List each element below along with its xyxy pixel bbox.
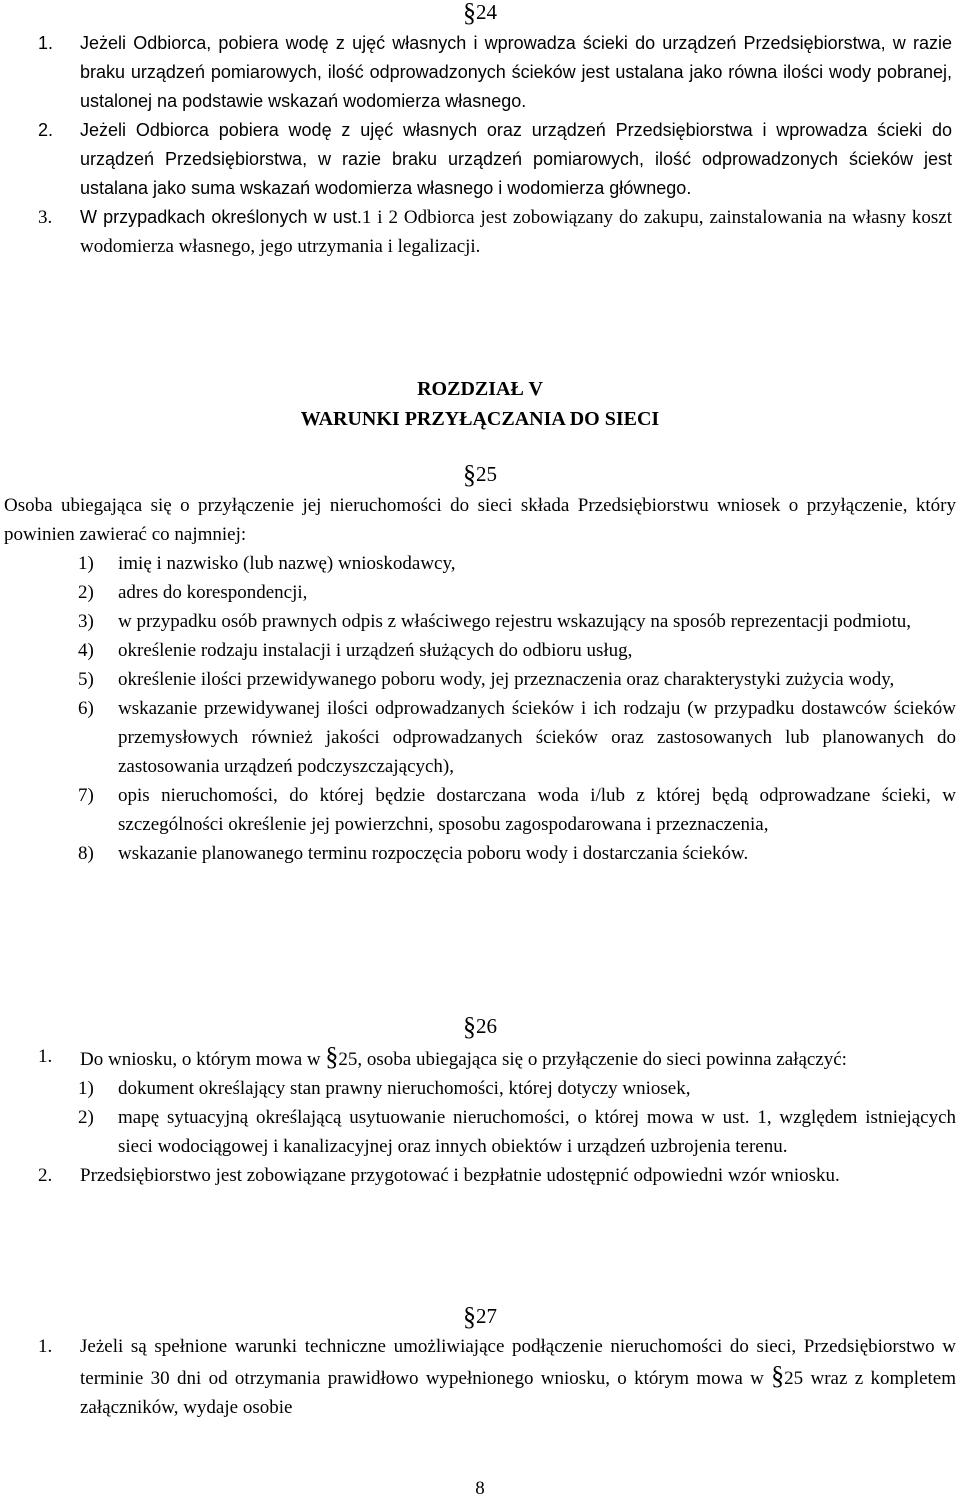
item-text: określenie ilości przewidywanego poboru wody, jej przeznaczenia oraz charakterystyki zużycia wody, [118, 669, 895, 690]
section-25-item [0, 839, 956, 868]
item-text-part-b: wraz z kompletem załączników, wydaje osobie [80, 1368, 956, 1418]
item-text: dokument określający stan prawny nieruchomości, której dotyczy wniosek, [118, 1078, 691, 1099]
item-text: wskazanie przewidywanej ilości odprowadzanych ścieków i ich rodzaju (w przypadku dostawców ścieków przemysłowych również jakości odprowadzanych ścieków oraz zastosowanych lub planowanych do zastosowania urządzeń podczyszczających), [118, 698, 956, 777]
section-26-heading [0, 1010, 960, 1041]
section-reference: 25 [338, 1049, 358, 1070]
item-number: 6) [78, 698, 94, 719]
page-number: 8 [475, 1478, 485, 1499]
item-number: 2) [78, 582, 94, 603]
item-text: wskazanie planowanego terminu rozpoczęcia poboru wody i dostarczania ścieków. [118, 843, 749, 864]
item-number: 3) [78, 611, 94, 632]
section-26-subitem [0, 1103, 956, 1161]
item-number: 2. [38, 120, 54, 140]
section-25-item [0, 781, 956, 839]
item-text: w przypadku osób prawnych odpis z właściwego rejestru wskazujący na sposób reprezentacji podmiotu, [118, 611, 912, 632]
section-symbol: § [325, 1042, 339, 1071]
item-number: 1) [78, 553, 94, 574]
section-25-item [0, 665, 956, 694]
section-24-item-2 [0, 116, 960, 203]
item-text: określenie rodzaju instalacji i urządzeń służących do odbioru usług, [118, 640, 633, 661]
section-number: 25 [476, 462, 497, 486]
item-text: imię i nazwisko (lub nazwę) wnioskodawcy, [118, 553, 456, 574]
item-number: 1. [38, 1336, 53, 1357]
item-text-part-b: , osoba ubiegająca się o przyłączenie do sieci powinna załączyć: [357, 1049, 847, 1070]
chapter-title: WARUNKI PRZYŁĄCZANIA DO SIECI [300, 408, 660, 430]
section-symbol: § [771, 1361, 785, 1390]
section-number: 26 [476, 1014, 497, 1038]
section-symbol: § [463, 0, 476, 27]
item-text: Przedsiębiorstwo jest zobowiązane przygotować i bezpłatnie udostępnić odpowiedni wzór wniosku. [80, 1165, 840, 1186]
section-27-body [0, 1332, 956, 1422]
item-number: 3. [38, 207, 53, 228]
item-number: 1) [78, 1078, 94, 1099]
item-number: 2. [38, 1165, 53, 1186]
section-27-item-1 [0, 1332, 956, 1422]
section-25-item [0, 578, 956, 607]
item-text: opis nieruchomości, do której będzie dostarczana woda i/lub z której będą odprowadzane ścieki, w szczególności określenie jej powierzchni, sposobu zagospodarowana i przeznaczenia, [118, 785, 956, 835]
section-24-item-3 [0, 203, 960, 261]
section-24-body [0, 29, 960, 261]
section-24-item-1 [0, 29, 960, 116]
item-number: 8) [78, 843, 94, 864]
chapter-heading [0, 374, 960, 434]
item-text: Jeżeli Odbiorca pobiera wodę z ujęć własnych oraz urządzeń Przedsiębiorstwa i wprowadza ścieki do urządzeń Przedsiębiorstwa, w razie braku urządzeń pomiarowych, ilość odprowadzonych ścieków jest ustalana jako suma wskazań wodomierza własnego i wodomierza głównego. [80, 120, 952, 198]
item-number: 7) [78, 785, 94, 806]
chapter-number: ROZDZIAŁ V [417, 378, 543, 400]
section-25-item [0, 549, 956, 578]
item-number: 1. [38, 33, 54, 53]
section-26-body [0, 1042, 956, 1190]
item-text-part-a: W przypadkach określonych w ust. [80, 207, 362, 227]
section-27-heading [0, 1300, 960, 1331]
item-text-part-b: 1 i 2 Odbiorca jest zobowiązany do zakupu, zainstalowania na własny koszt wodomierza własnego, jego utrzymania i legalizacji. [80, 207, 952, 257]
section-symbol: § [463, 1012, 476, 1041]
section-25-item [0, 607, 956, 636]
section-symbol: § [463, 1302, 476, 1331]
section-25-intro: Osoba ubiegająca się o przyłączenie jej nieruchomości do sieci składa Przedsiębiorstwu wniosek o przyłączenie, który powinien zawierać co najmniej: [4, 495, 956, 545]
section-symbol: § [463, 460, 476, 489]
section-25-heading [0, 458, 960, 489]
section-26-item-2 [0, 1161, 956, 1190]
item-text: Jeżeli Odbiorca, pobiera wodę z ujęć własnych i wprowadza ścieki do urządzeń Przedsiębiorstwa, w razie braku urządzeń pomiarowych, ilość odprowadzonych ścieków jest ustalana jako równa ilości wody pobranej, ustalonej na podstawie wskazań wodomierza własnego. [80, 33, 952, 111]
section-25-body [0, 491, 956, 868]
section-26-item-1 [0, 1042, 956, 1074]
section-number: 27 [476, 1304, 497, 1328]
item-text-part-a: Jeżeli są spełnione warunki techniczne umożliwiające podłączenie nieruchomości do sieci, Przedsiębiorstwo w terminie 30 dni od otrzymania prawidłowo wypełnionego wniosku, o którym mowa w [80, 1336, 956, 1389]
section-24-heading [0, 0, 960, 27]
item-text-part-a: Do wniosku, o którym mowa w [80, 1049, 326, 1070]
item-number: 4) [78, 640, 94, 661]
section-26-subitem [0, 1074, 956, 1103]
section-number: 24 [476, 0, 497, 24]
section-25-item [0, 694, 956, 781]
section-25-item [0, 636, 956, 665]
item-number: 2) [78, 1107, 94, 1128]
item-number: 1. [38, 1046, 53, 1067]
item-number: 5) [78, 669, 94, 690]
item-text: adres do korespondencji, [118, 582, 308, 603]
item-text: mapę sytuacyjną określającą usytuowanie nieruchomości, o której mowa w ust. 1, względem istniejących sieci wodociągowej i kanalizacyjnej oraz innych obiektów i urządzeń uzbrojenia terenu. [118, 1107, 956, 1157]
section-reference: 25 [784, 1368, 804, 1389]
